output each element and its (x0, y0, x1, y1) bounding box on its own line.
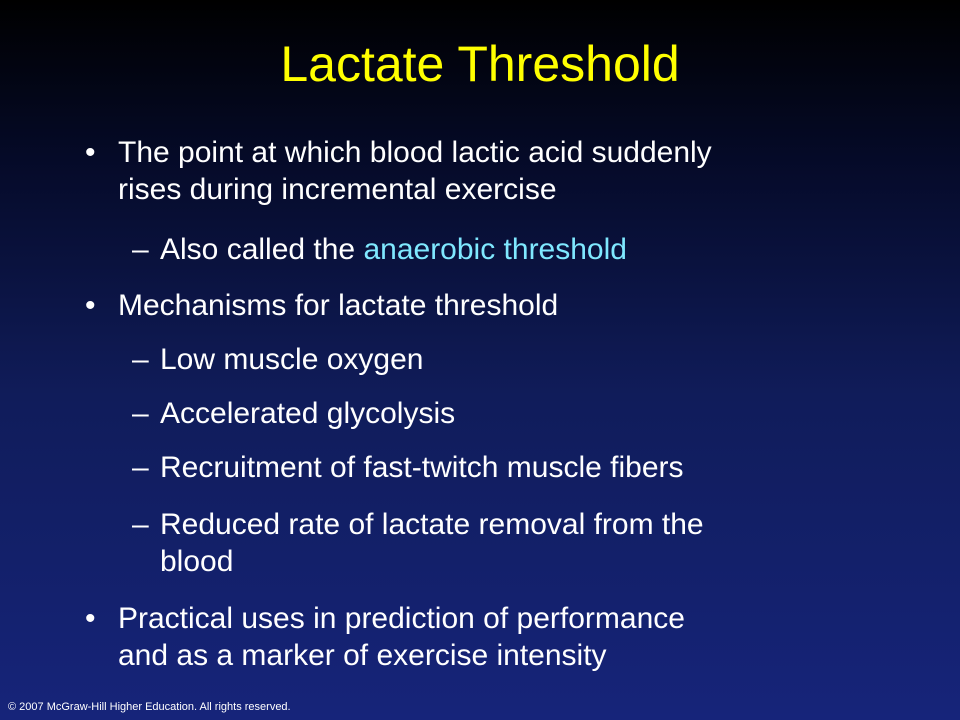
dash-mark: – (132, 508, 149, 541)
subbullet-line: Accelerated glycolysis (160, 397, 456, 430)
subbullet-recruitment (132, 449, 684, 486)
subbullet-line: Low muscle oxygen (160, 343, 424, 376)
dash-mark: – (132, 343, 149, 376)
bullet-mark: • (85, 289, 96, 322)
bullet-line: Mechanisms for lactate threshold (118, 289, 559, 322)
highlight-anaerobic-threshold: anaerobic threshold (363, 233, 627, 266)
bullet-mark: • (85, 602, 96, 635)
dash-mark: – (132, 397, 149, 430)
bullet-point-practical-uses (85, 600, 685, 674)
slide-title: Lactate Threshold (280, 36, 680, 92)
bullet-line: The point at which blood lactic acid suddenly (118, 136, 712, 169)
bullet-point-mechanisms (85, 287, 559, 324)
subbullet-low-muscle-oxygen (132, 341, 424, 378)
subbullet-line: Reduced rate of lactate removal from the (160, 508, 704, 541)
bullet-line: rises during incremental exercise (118, 173, 557, 206)
subbullet-also-called (132, 231, 627, 268)
subbullet-line: Recruitment of fast-twitch muscle fibers (160, 451, 684, 484)
bullet-line: and as a marker of exercise intensity (118, 639, 607, 672)
subbullet-accelerated-glycolysis (132, 395, 456, 432)
dash-mark: – (132, 233, 149, 266)
subbullet-line: blood (160, 545, 234, 578)
bullet-mark: • (85, 136, 96, 169)
bullet-point-definition (85, 134, 712, 208)
subbullet-reduced-removal (132, 506, 704, 580)
copyright-footer: © 2007 McGraw-Hill Higher Education. All rights reserved. (8, 701, 291, 713)
bullet-line: Practical uses in prediction of performance (118, 602, 685, 635)
dash-mark: – (132, 451, 149, 484)
subbullet-text: Also called the (160, 233, 364, 266)
